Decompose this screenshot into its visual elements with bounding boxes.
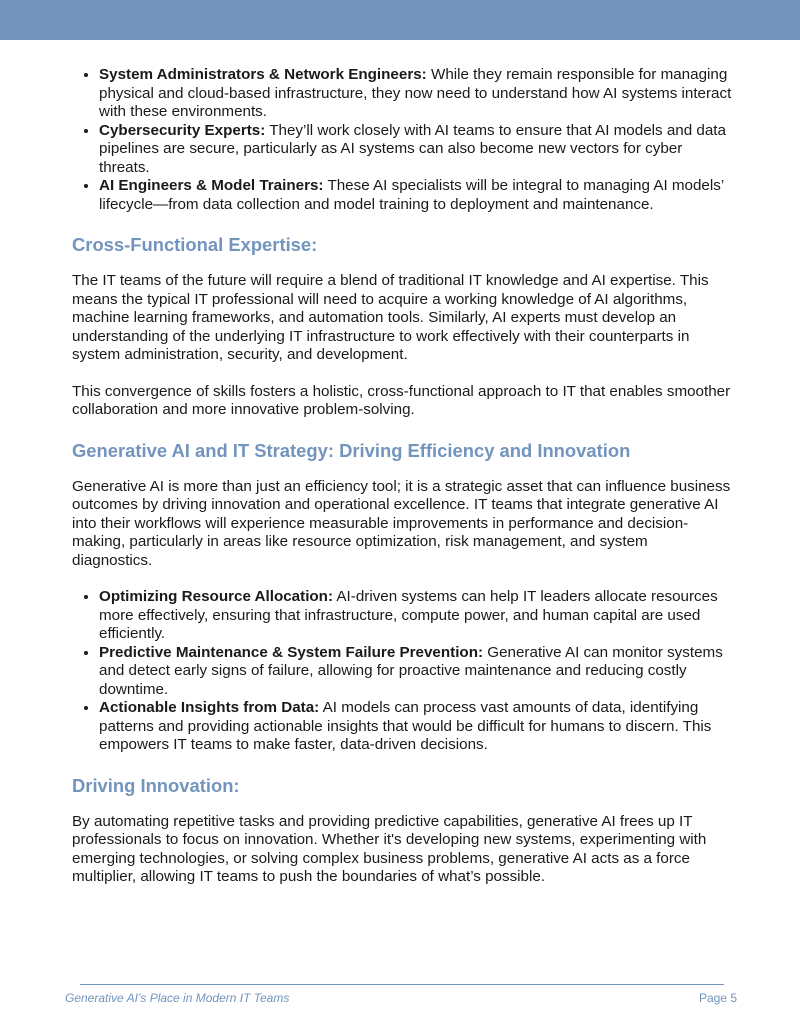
strategy-heading: Generative AI and IT Strategy: Driving Efficiency and Innovation: [72, 439, 631, 461]
list-item-text: While they remain responsible for managing physical and cloud-based infrastructure, they now need to understand how AI systems interact with these environments.: [99, 66, 732, 120]
cross-functional-heading: Cross-Functional Expertise:: [72, 234, 318, 255]
strategy-list: [72, 588, 732, 755]
footer-divider: [80, 984, 724, 985]
list-item-term: Optimizing Resource Allocation:: [99, 588, 334, 605]
list-item-term: AI Engineers & Model Trainers:: [99, 177, 324, 194]
list-item-term: System Administrators & Network Engineers:: [99, 66, 427, 83]
cross-functional-paragraph-2: This convergence of skills fosters a holistic, cross-functional approach to IT that enables smoother collaboration and more innovative problem-solving.: [72, 382, 731, 418]
list-item-text: These AI specialists will be integral to managing AI models’ lifecycle—from data collection and model training to deployment and maintenance.: [99, 177, 724, 213]
footer-page-number: Page 5: [698, 991, 737, 1005]
innovation-paragraph: By automating repetitive tasks and providing predictive capabilities, generative AI frees up IT professionals to focus on innovation. Whether it's developing new systems, experimenting with emerging technologies, or solving complex business problems, generative AI acts as a force multiplier, allowing IT teams to push the boundaries of what’s possible.: [72, 812, 707, 885]
list-item-text: They’ll work closely with AI teams to ensure that AI models and data pipelines are secure, particularly as AI systems can also become new vectors for cyber threats.: [99, 121, 726, 176]
list-item-text: Generative AI can monitor systems and detect early signs of failure, allowing for proactive maintenance and reducing costly downtime.: [99, 643, 723, 698]
innovation-heading: Driving Innovation:: [72, 774, 240, 796]
list-item: [99, 699, 732, 755]
footer-document-title: Generative AI’s Place in Modern IT Teams: [65, 991, 290, 1005]
list-item: [99, 644, 732, 700]
header-band: [0, 0, 800, 40]
list-item-term: Actionable Insights from Data:: [99, 699, 320, 716]
roles-list: [72, 66, 732, 214]
list-item-term: Predictive Maintenance & System Failure Prevention:: [99, 643, 484, 661]
cross-functional-paragraph-1: The IT teams of the future will require a blend of traditional IT knowledge and AI expertise. This means the typical IT professional will need to acquire a working knowledge of AI algorithms, machine learning frameworks, and automation tools. Similarly, AI experts must develop an understanding of the underlying IT infrastructure to work effectively with their counterparts in system administration, security, and development.: [72, 272, 709, 363]
list-item: [99, 66, 732, 122]
list-item: [99, 177, 732, 214]
page-content: [72, 66, 732, 887]
list-item-text: AI-driven systems can help IT leaders allocate resources more effectively, ensuring that infrastructure, compute power, and human capital are used efficiently.: [99, 588, 718, 642]
list-item: [99, 588, 732, 644]
list-item-term: Cybersecurity Experts:: [99, 121, 266, 139]
strategy-intro: Generative AI is more than just an efficiency tool; it is a strategic asset that can influence business outcomes by driving innovation and operational excellence. IT teams that integrate generative AI into their workflows will experience measurable improvements in performance and decision-making, particularly in areas like resource optimization, risk management, and system diagnostics.: [72, 477, 731, 569]
list-item: [99, 122, 732, 178]
list-item-text: AI models can process vast amounts of data, identifying patterns and providing actionable insights that would be difficult for humans to discern. This empowers IT teams to make faster, data-driven decisions.: [99, 699, 712, 753]
